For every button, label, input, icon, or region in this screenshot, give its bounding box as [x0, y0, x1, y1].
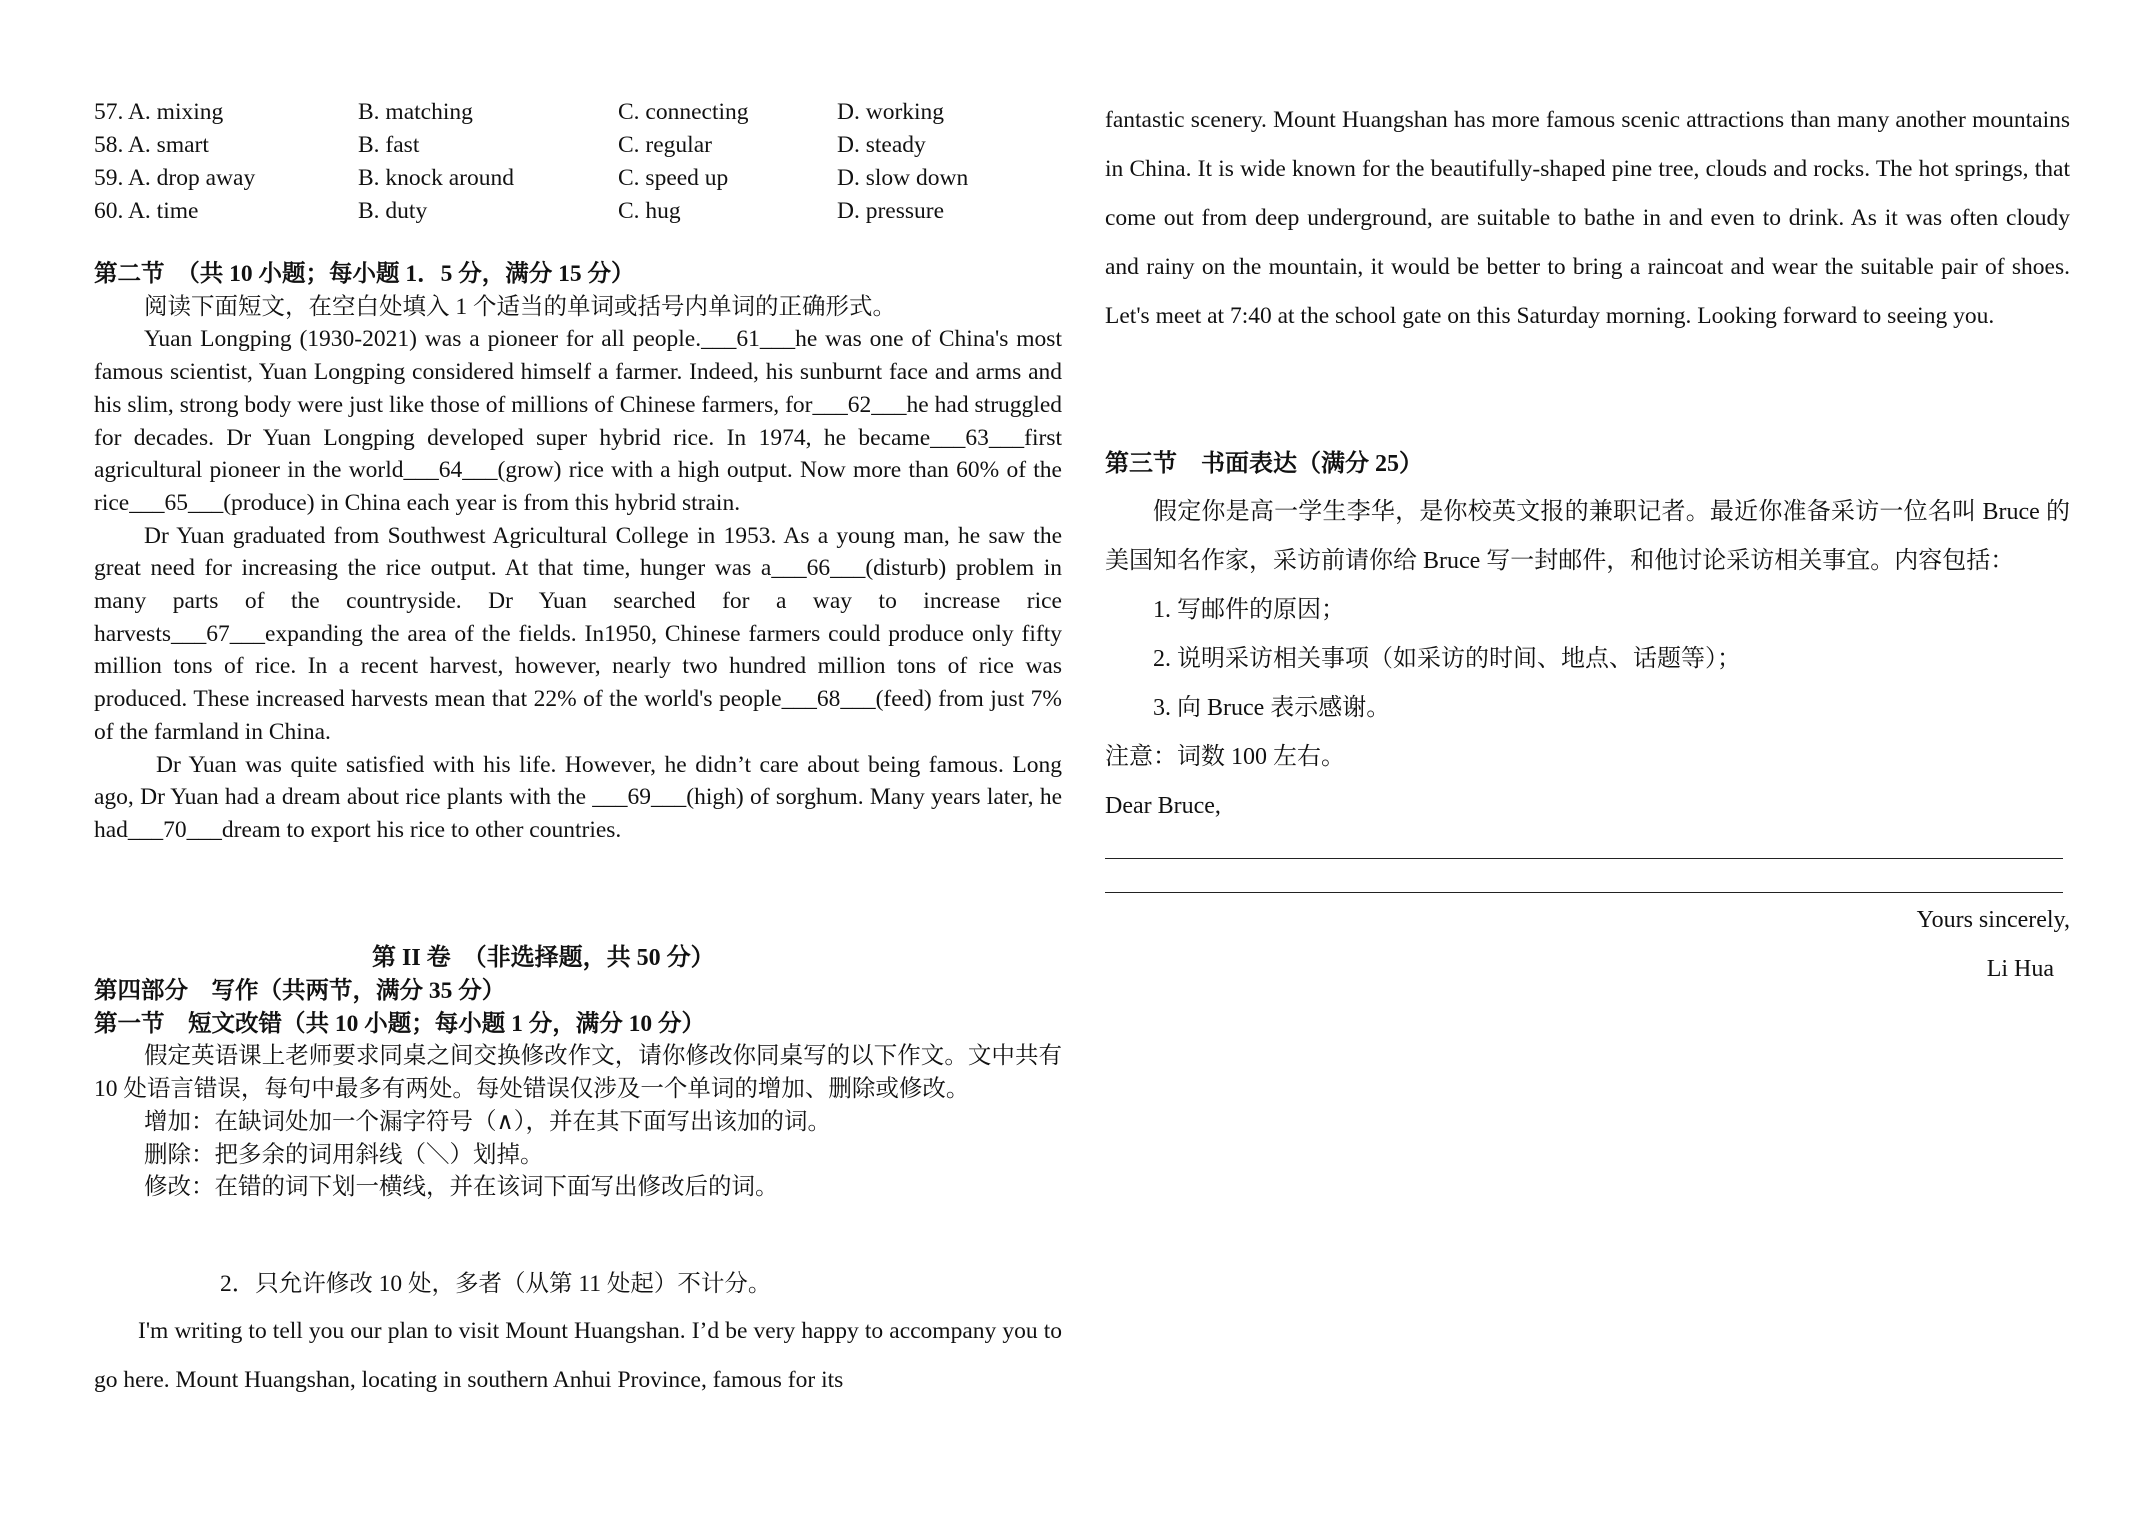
- option-b: B. fast: [358, 132, 420, 158]
- essay-start: I'm writing to tell you our plan to visit Mount Huangshan. I’d be very happy to accompany you to go here. Mount Huangshan, locating in southern Anhui Province, famous for its: [94, 1318, 1062, 1393]
- prompt-item-2: 2. 说明采访相关事项（如采访的时间、地点、话题等）；: [1153, 646, 1741, 672]
- option-row-58: [94, 129, 1062, 162]
- word-count-note: 注意：词数 100 左右。: [1105, 744, 1345, 770]
- answer-line[interactable]: [1105, 892, 2063, 893]
- option-d: D. slow down: [837, 165, 969, 191]
- essay-continuation: fantastic scenery. Mount Huangshan has more famous scenic attractions than many another mountains in China. It is wide known for the beautifully-shaped pine tree, clouds and rocks. The hot springs, that come out from deep underground, are suitable to bathe in and even to drink. As it was often cloudy and rainy on the mountain, it would be better to bring a raincoat and wear the suitable pair of shoes. Let's meet at 7:40 at the school gate on this Saturday morning. Looking forward to seeing you.: [1105, 107, 2070, 329]
- option-b: B. matching: [358, 99, 473, 125]
- rule-delete: 删除：把多余的词用斜线（＼）划掉。: [144, 1141, 544, 1168]
- letter-signoff: [1105, 896, 2070, 994]
- option-c: C. speed up: [618, 165, 729, 191]
- option-b: B. knock around: [358, 165, 514, 191]
- option-row-57: [94, 96, 1062, 129]
- part-4: [94, 975, 1062, 1204]
- writing-prompt: 假定你是高一学生李华，是你校英文报的兼职记者。最近你准备采访一位名叫 Bruce 的美国知名作家，采访前请你给 Bruce 写一封邮件，和他讨论采访相关事宜。内容包括：: [1105, 499, 2070, 574]
- letter-greeting: Dear Bruce,: [1105, 793, 1221, 819]
- option-c: C. hug: [618, 198, 681, 224]
- letter-signature: Li Hua: [1986, 956, 2054, 982]
- option-d: D. working: [837, 99, 945, 125]
- section-2-heading: 第二节 （共 10 小题；每小题 1．5 分，满分 15 分）: [94, 261, 635, 287]
- option-b: B. duty: [358, 198, 428, 224]
- option-c: C. connecting: [618, 99, 749, 125]
- answer-line[interactable]: [1105, 858, 2063, 859]
- option-a: 57. A. mixing: [94, 99, 224, 125]
- part-4-heading: 第四部分 写作（共两节，满分 35 分）: [94, 978, 506, 1004]
- answer-lines: [1105, 858, 2063, 893]
- section-2: [94, 258, 1062, 847]
- option-d: D. steady: [837, 132, 926, 158]
- letter-closing: Yours sincerely,: [1916, 907, 2070, 933]
- passage-paragraph-1: Yuan Longping (1930-2021) was a pioneer for all people.___61___he was one of China's most famous scientist, Yuan Longping considered himself a farmer. Indeed, his sunburnt face and arms and his slim, strong body were just like those of millions of Chinese farmers, for___62___he had struggled for decades. Dr Yuan Longping developed super hybrid rice. In 1974, he became___63___first agricultural pioneer in the world___64___(grow) rice with a high output. Now more than 60% of the rice___65___(produce) in China each year is from this hybrid strain.: [94, 326, 1062, 516]
- volume-2-title: 第 II 卷 （非选择题，共 50 分）: [372, 945, 715, 971]
- section-2-instruction: 阅读下面短文，在空白处填入 1 个适当的单词或括号内单词的正确形式。: [144, 293, 896, 320]
- option-a: 59. A. drop away: [94, 165, 256, 191]
- option-a: 58. A. smart: [94, 132, 209, 158]
- section-3-heading: 第三节 书面表达（满分 25）: [1105, 451, 1423, 477]
- section-1-instruction: 假定英语课上老师要求同桌之间交换修改作文，请你修改你同桌写的以下作文。文中共有 10 处语言错误，每句中最多有两处。每处错误仅涉及一个单词的增加、删除或修改。: [94, 1043, 1062, 1103]
- passage-paragraph-2: Dr Yuan graduated from Southwest Agricultural College in 1953. As a young man, he saw the great need for increasing the rice output. At that time, hunger was a___66___(disturb) problem in many parts of the countryside. Dr Yuan searched for a way to increase rice harvests___67___expanding the area of the fields. In1950, Chinese farmers could produce only fifty million tons of rice. In a recent harvest, however, nearly two hundred million tons of rice was produced. These increased harvests mean that 22% of the world's people___68___(feed) from just 7% of the farmland in China.: [94, 522, 1062, 745]
- option-row-59: [94, 162, 1062, 195]
- prompt-item-1: 1. 写邮件的原因；: [1153, 597, 1345, 623]
- option-c: C. regular: [618, 132, 712, 158]
- essay-continuation-block: [1105, 96, 2070, 341]
- writing-prompt-block: [1105, 488, 2070, 831]
- prompt-item-3: 3. 向 Bruce 表示感谢。: [1153, 695, 1391, 721]
- option-row-60: [94, 195, 1062, 228]
- section-3: [1105, 444, 2070, 484]
- option-a: 60. A. time: [94, 198, 199, 224]
- rule-add: 增加：在缺词处加一个漏字符号（∧），并在其下面写出该加的词。: [144, 1108, 831, 1135]
- essay-start-block: [94, 1307, 1062, 1404]
- passage-paragraph-3: Dr Yuan was quite satisfied with his life. However, he didn’t care about being famous. Long ago, Dr Yuan had a dream about rice plants with the ___69___(high) of sorghum. Many years later, he had___70___dream to export his rice to other countries.: [94, 751, 1062, 843]
- section-1-heading: 第一节 短文改错（共 10 小题；每小题 1 分，满分 10 分）: [94, 1010, 705, 1037]
- rule-modify: 修改：在错的词下划一横线，并在该词下面写出修改后的词。: [144, 1174, 779, 1201]
- option-d: D. pressure: [837, 198, 945, 224]
- rule-2-block: [94, 1268, 1062, 1301]
- rule-2: 2．只允许修改 10 处，多者（从第 11 处起）不计分。: [220, 1271, 772, 1297]
